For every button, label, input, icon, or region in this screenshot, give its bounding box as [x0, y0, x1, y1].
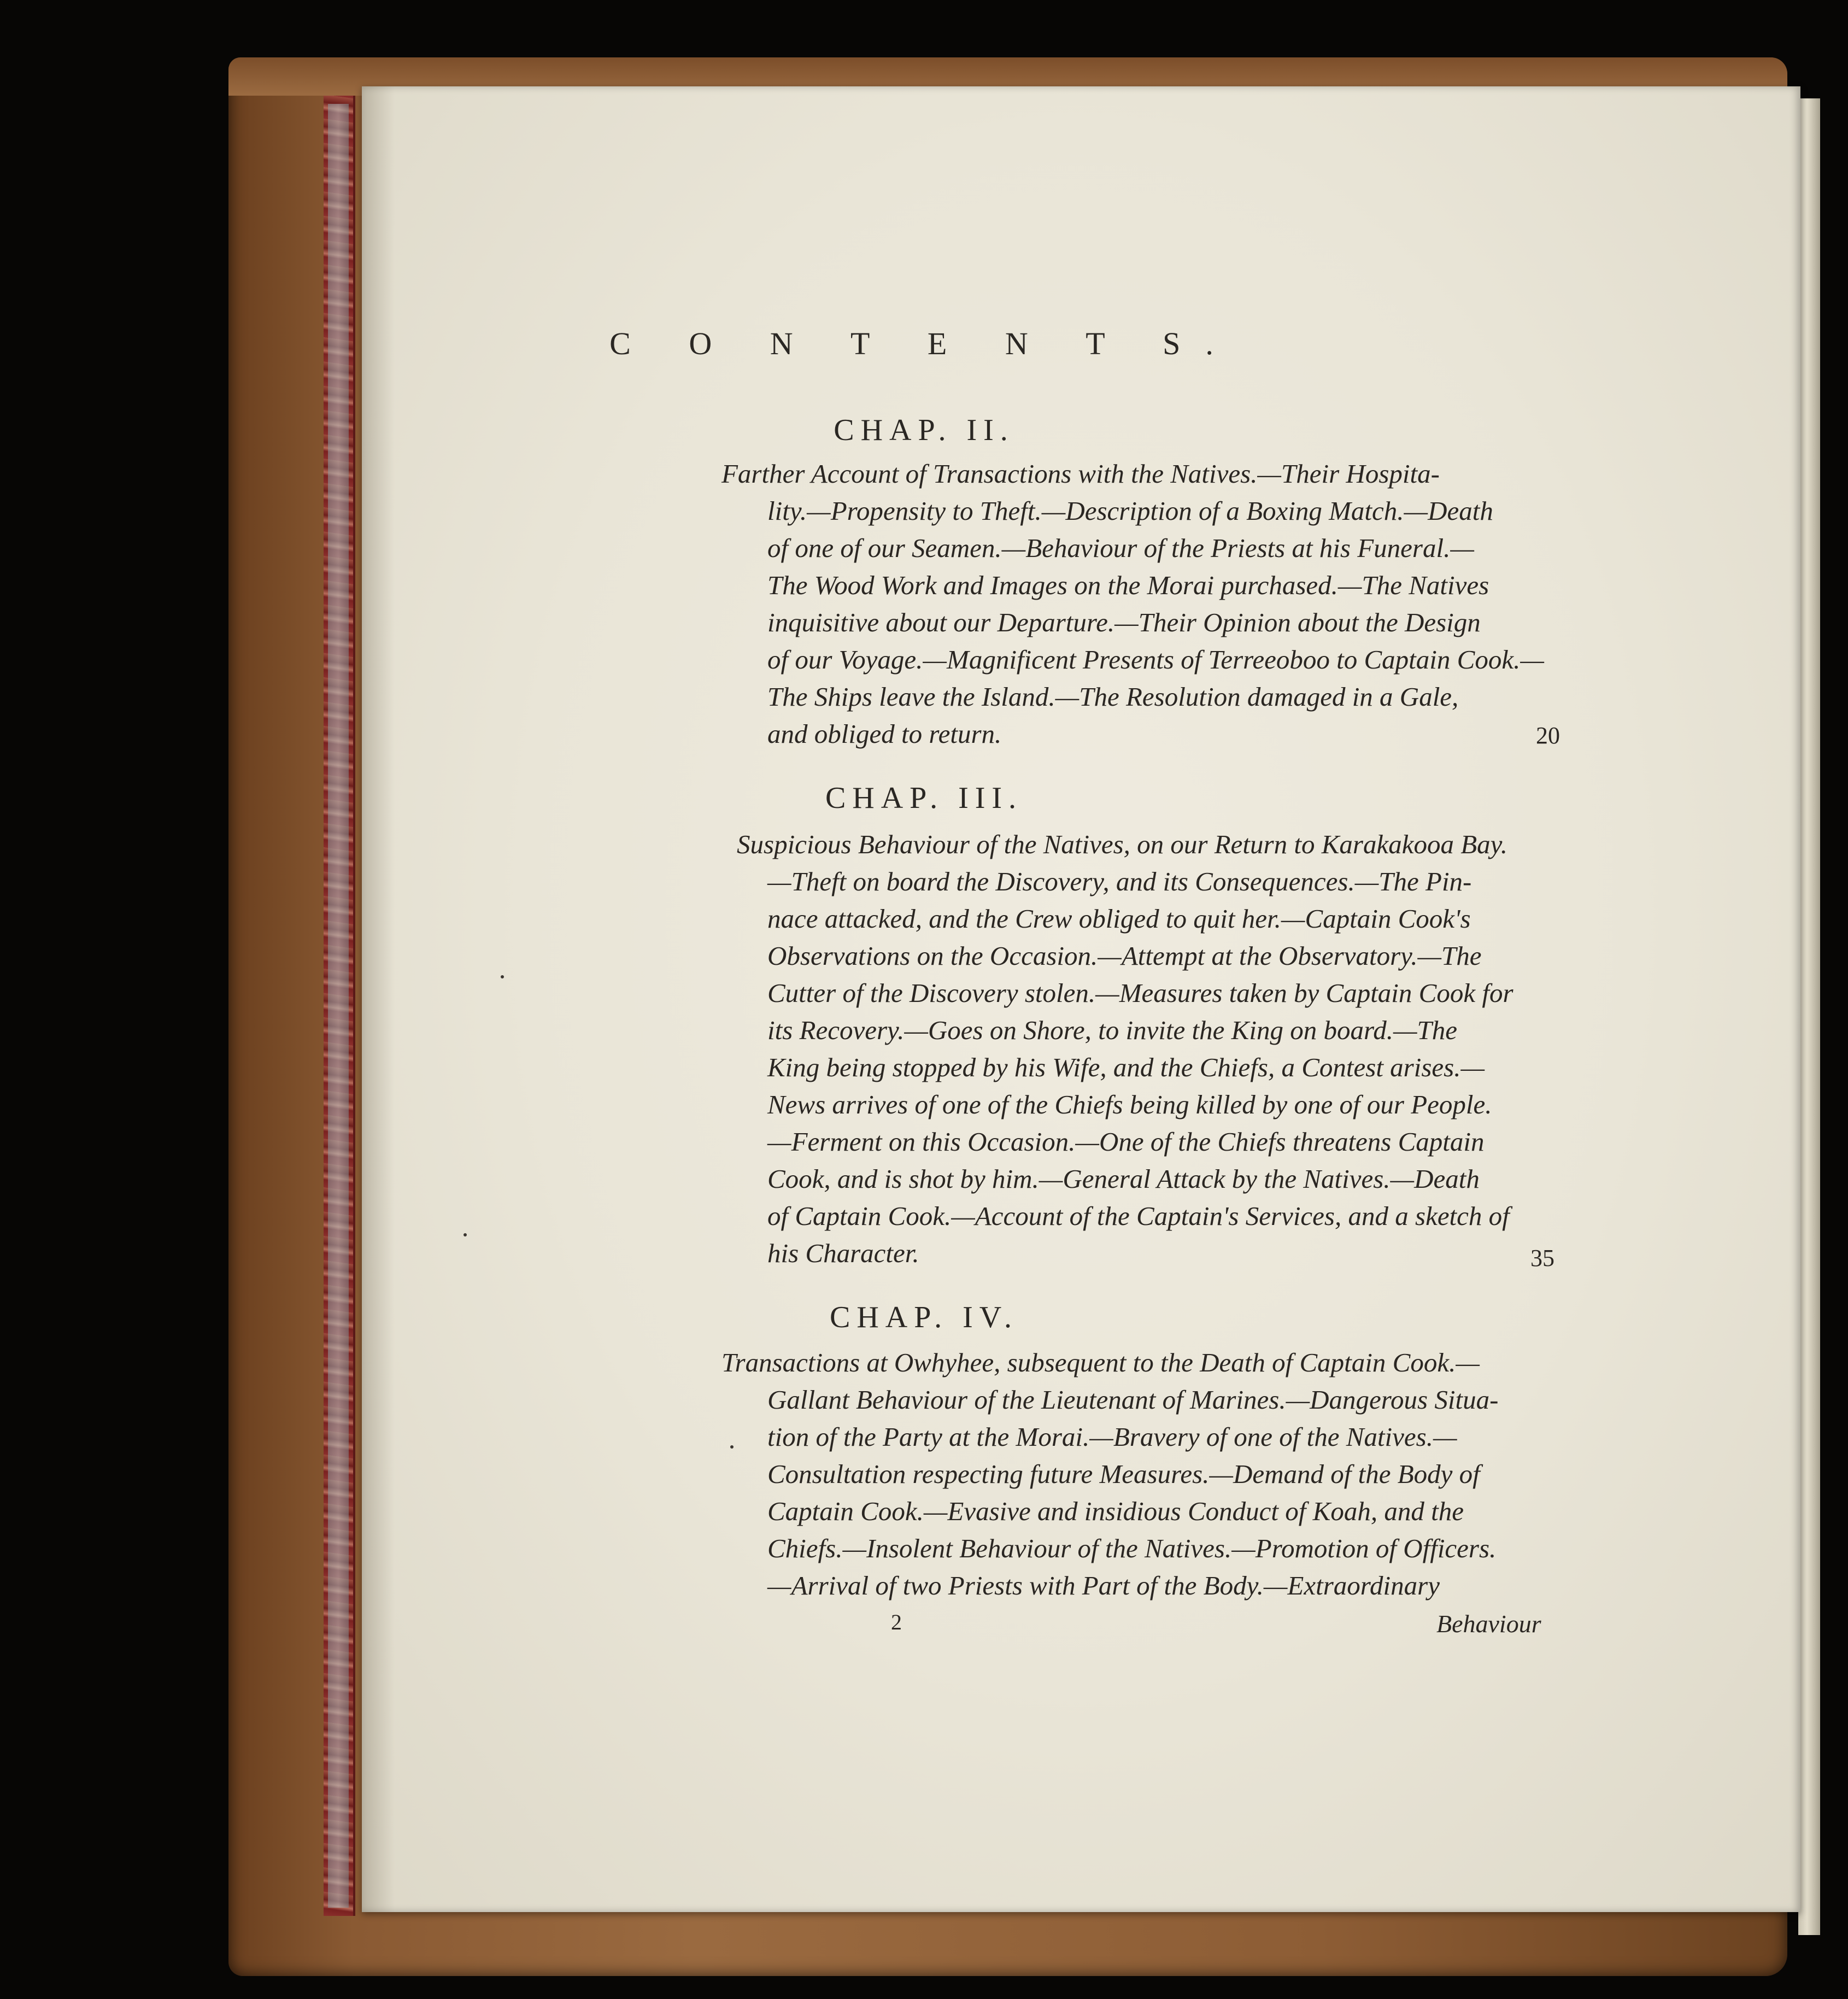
entry-line: Consultation respecting future Measures.—Demand of the Body of	[767, 1459, 1480, 1489]
entry-line: of our Voyage.—Magnificent Presents of Terreeoboo to Captain Cook.—	[767, 644, 1544, 675]
entry-line: —Arrival of two Priests with Part of the Body.—Extraordinary	[767, 1570, 1440, 1601]
page-number: 35	[1530, 1245, 1554, 1271]
entry-line: Suspicious Behaviour of the Natives, on our Return to Karakakooa Bay.	[737, 829, 1507, 859]
entry-line: The Wood Work and Images on the Morai purchased.—The Natives	[767, 570, 1489, 600]
entry-line: of one of our Seamen.—Behaviour of the Priests at his Funeral.—	[767, 533, 1474, 563]
paper-speck	[730, 1445, 734, 1449]
paper-speck	[501, 975, 504, 978]
entry-line: of Captain Cook.—Account of the Captain's Services, and a sketch of	[767, 1201, 1510, 1231]
entry-line: The Ships leave the Island.—The Resolution damaged in a Gale,	[767, 682, 1459, 712]
chapter-heading: CHAP. II.	[834, 413, 1014, 447]
entry-line: Gallant Behaviour of the Lieutenant of Marines.—Dangerous Situa-	[767, 1385, 1499, 1415]
entry-line: Transactions at Owhyhee, subsequent to the Death of Captain Cook.—	[721, 1347, 1480, 1377]
entry-line: —Theft on board the Discovery, and its Consequences.—The Pin-	[767, 866, 1472, 896]
catchword: Behaviour	[1436, 1610, 1541, 1638]
endpaper-edge	[328, 104, 349, 1908]
entry-line: Observations on the Occasion.—Attempt at the Observatory.—The	[767, 941, 1482, 971]
entry-line: News arrives of one of the Chiefs being killed by one of our People.	[767, 1089, 1492, 1119]
signature-mark: 2	[891, 1610, 902, 1634]
entry-line: nace attacked, and the Crew obliged to quit her.—Captain Cook's	[767, 904, 1471, 934]
entry-line: Cook, and is shot by him.—General Attack by the Natives.—Death	[767, 1164, 1480, 1194]
entry-line: its Recovery.—Goes on Shore, to invite the King on board.—The	[767, 1015, 1458, 1045]
page-number: 20	[1536, 722, 1560, 749]
contents-title: C O N T E N T S.	[609, 326, 1239, 361]
entry-line: Captain Cook.—Evasive and insidious Conduct of Koah, and the	[767, 1496, 1464, 1526]
paper-speck	[464, 1233, 467, 1236]
entry-line: and obliged to return.	[767, 719, 1002, 749]
entry-line: Chiefs.—Insolent Behaviour of the Natives.—Promotion of Officers.	[767, 1533, 1497, 1563]
entry-line: inquisitive about our Departure.—Their Opinion about the Design	[767, 607, 1481, 637]
entry-line: —Ferment on this Occasion.—One of the Chiefs threatens Captain	[767, 1127, 1485, 1157]
chapter-heading: CHAP. III.	[825, 781, 1023, 815]
chapter-heading: CHAP. IV.	[829, 1300, 1019, 1334]
entry-line: King being stopped by his Wife, and the Chiefs, a Contest arises.—	[767, 1052, 1485, 1082]
entry-line: lity.—Propensity to Theft.—Description of a Boxing Match.—Death	[767, 496, 1493, 526]
entry-line: Cutter of the Discovery stolen.—Measures taken by Captain Cook for	[767, 978, 1513, 1008]
entry-line: his Character.	[767, 1238, 919, 1268]
entry-line: Farther Account of Transactions with the Natives.—Their Hospita-	[721, 459, 1440, 489]
entry-line: tion of the Party at the Morai.—Bravery of one of the Natives.—	[767, 1422, 1457, 1452]
page-stack-edge	[1798, 98, 1820, 1935]
